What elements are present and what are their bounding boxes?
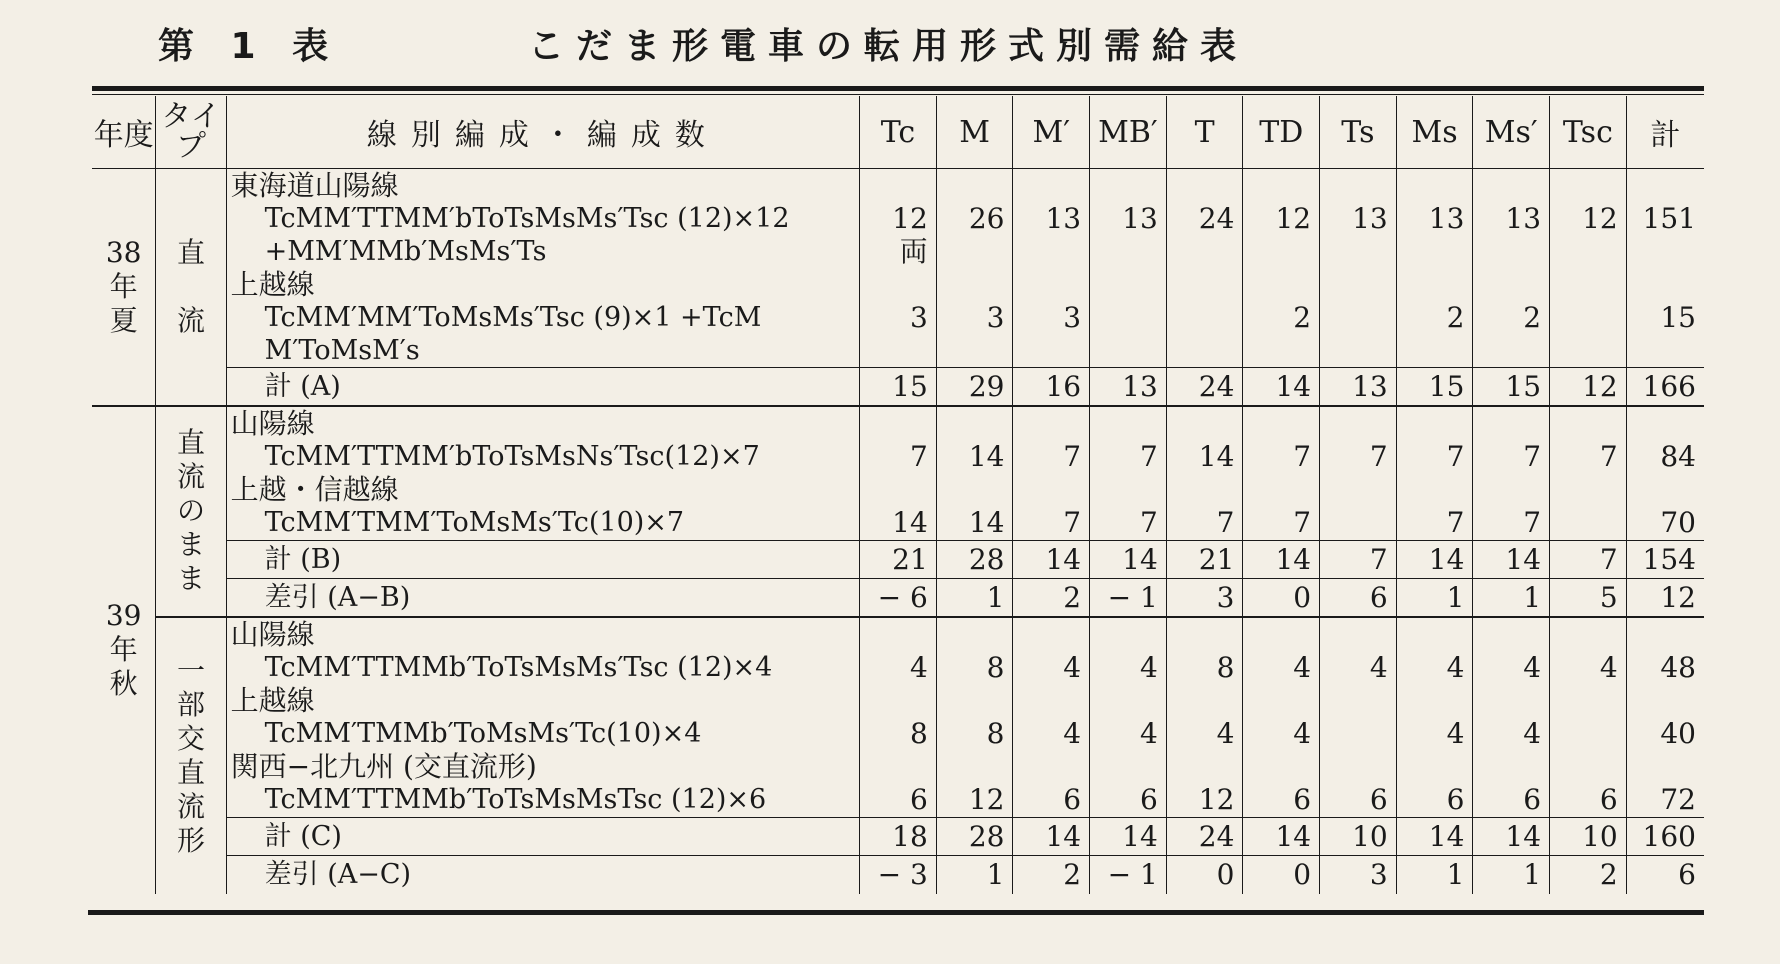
total-value: 10 bbox=[1550, 818, 1627, 856]
value-cell: 6 bbox=[1396, 750, 1473, 818]
table-number: 第 1 表 bbox=[158, 26, 341, 67]
value-cell: 14 bbox=[936, 473, 1013, 541]
table-caption bbox=[158, 18, 1720, 68]
value-cell: 4 bbox=[1473, 684, 1550, 750]
value-cell: 4 bbox=[1013, 617, 1090, 684]
formation-text: TcMM′TMMb′ToMsMs′Tc(10)×4 bbox=[264, 717, 702, 749]
total-label: 計 (C) bbox=[226, 818, 860, 856]
value-cell: 14 bbox=[860, 473, 937, 541]
total-value: 7 bbox=[1320, 541, 1397, 579]
value-cell: 12 bbox=[1166, 750, 1243, 818]
total-label: 計 (B) bbox=[226, 541, 860, 579]
difference-value: 1 bbox=[1473, 856, 1550, 894]
total-value: 7 bbox=[1550, 541, 1627, 579]
line-group: 上越線 bbox=[230, 268, 315, 301]
total-value: 16 bbox=[1013, 368, 1090, 406]
total-value: 24 bbox=[1166, 818, 1243, 856]
value-cell: 7 bbox=[1090, 473, 1167, 541]
total-value: 14 bbox=[1243, 368, 1320, 406]
value-cell: 6 bbox=[1473, 750, 1550, 818]
difference-value: − 3 bbox=[860, 856, 937, 894]
total-value: 14 bbox=[1473, 541, 1550, 579]
difference-value: 1 bbox=[1396, 856, 1473, 894]
header-col: Tc bbox=[860, 96, 937, 169]
table-title: こだま形電車の転用形式別需給表 bbox=[528, 26, 1249, 67]
header-type-line1: タイ bbox=[161, 99, 221, 134]
formation-cell bbox=[226, 750, 860, 818]
table-row bbox=[92, 169, 1704, 269]
total-value: 14 bbox=[1396, 818, 1473, 856]
value-cell bbox=[1550, 473, 1627, 541]
supply-demand-table bbox=[92, 96, 1704, 894]
difference-value: 2 bbox=[1550, 856, 1627, 894]
formation-cell bbox=[226, 684, 860, 750]
total-value: 15 bbox=[860, 368, 937, 406]
bottom-rule bbox=[88, 910, 1704, 915]
header-year: 年度 bbox=[92, 96, 156, 169]
value-cell: 8 bbox=[1166, 617, 1243, 684]
value-cell: 7 bbox=[1243, 406, 1320, 473]
value-cell: 2 bbox=[1396, 268, 1473, 368]
header-col: M bbox=[936, 96, 1013, 169]
value-cell: 12 bbox=[1550, 169, 1627, 269]
difference-label: 差引 (A−C) bbox=[226, 856, 860, 894]
total-value: 15 bbox=[1473, 368, 1550, 406]
header-col: Ms bbox=[1396, 96, 1473, 169]
value-cell: 7 bbox=[1166, 473, 1243, 541]
formation-cell bbox=[226, 473, 860, 541]
total-value: 14 bbox=[1090, 818, 1167, 856]
value-cell: 4 bbox=[1243, 617, 1320, 684]
line-group: 関西−北九州 (交直流形) bbox=[230, 749, 537, 783]
value-cell: 13 bbox=[1013, 169, 1090, 269]
value-cell: 84 bbox=[1626, 406, 1704, 473]
value-cell: 12 bbox=[936, 750, 1013, 818]
value-cell: 7 bbox=[1013, 406, 1090, 473]
table-row bbox=[92, 473, 1704, 541]
total-value: 14 bbox=[1090, 541, 1167, 579]
header-type bbox=[156, 96, 226, 169]
header-col: T bbox=[1166, 96, 1243, 169]
value-cell: 4 bbox=[1090, 617, 1167, 684]
total-label: 計 (A) bbox=[226, 368, 860, 406]
value-cell: 3 bbox=[936, 268, 1013, 368]
difference-value: 0 bbox=[1243, 856, 1320, 894]
total-value: 10 bbox=[1320, 818, 1397, 856]
value-cell bbox=[1166, 268, 1243, 368]
value-cell: 26 bbox=[936, 169, 1013, 269]
difference-value: 1 bbox=[1473, 579, 1550, 617]
value-cell: 70 bbox=[1626, 473, 1704, 541]
difference-value: 2 bbox=[1013, 579, 1090, 617]
value-cell: 13 bbox=[1090, 169, 1167, 269]
value-cell bbox=[1320, 473, 1397, 541]
value-cell: 6 bbox=[1013, 750, 1090, 818]
total-value: 13 bbox=[1090, 368, 1167, 406]
value-cell bbox=[1090, 268, 1167, 368]
difference-row bbox=[92, 579, 1704, 617]
value-cell: 24 bbox=[1166, 169, 1243, 269]
value-cell: 6 bbox=[1550, 750, 1627, 818]
type-partial-acdc: 一 部 交 直 流 形 bbox=[156, 617, 226, 894]
total-row bbox=[92, 818, 1704, 856]
difference-value: 5 bbox=[1550, 579, 1627, 617]
difference-value: − 6 bbox=[860, 579, 937, 617]
value-cell: 40 bbox=[1626, 684, 1704, 750]
difference-value: 1 bbox=[1396, 579, 1473, 617]
formation-text: TcMM′TTMM′bToTsMsNs′Tsc(12)×7 bbox=[264, 440, 760, 472]
formation-text: TcMM′TTMM′bToTsMsMs′Tsc (12)×12 bbox=[264, 203, 790, 234]
formation-text-cont: M′ToMsM′s bbox=[264, 335, 420, 366]
value-cell: 12 bbox=[1243, 169, 1320, 269]
formation-text-cont: +MM′MMb′MsMs′Ts bbox=[264, 236, 547, 267]
formation-text: TcMM′TMM′ToMsMs′Tc(10)×7 bbox=[264, 506, 685, 538]
total-value: 166 bbox=[1626, 368, 1704, 406]
value-cell: 13 bbox=[1320, 169, 1397, 269]
value-cell bbox=[1550, 684, 1627, 750]
header-composition: 線別編成・編成数 bbox=[226, 96, 860, 169]
header-col: TD bbox=[1243, 96, 1320, 169]
difference-label: 差引 (A−B) bbox=[226, 579, 860, 617]
formation-text: TcMM′MM′ToMsMs′Tsc (9)×1 +TcM bbox=[264, 302, 762, 333]
value-cell: 4 bbox=[1396, 684, 1473, 750]
value-cell: 14 bbox=[936, 406, 1013, 473]
year-38-summer: 38 年 夏 bbox=[105, 235, 142, 337]
value-cell: 7 bbox=[1396, 473, 1473, 541]
value-cell: 12 両 bbox=[860, 169, 937, 269]
difference-value: 12 bbox=[1626, 579, 1704, 617]
total-value: 12 bbox=[1550, 368, 1627, 406]
header-col: 計 bbox=[1626, 96, 1704, 169]
value-cell: 4 bbox=[1396, 617, 1473, 684]
value-cell: 13 bbox=[1396, 169, 1473, 269]
value-cell: 6 bbox=[1090, 750, 1167, 818]
difference-value: 0 bbox=[1243, 579, 1320, 617]
value-cell: 4 bbox=[1473, 617, 1550, 684]
total-row bbox=[92, 368, 1704, 406]
value-cell: 8 bbox=[936, 617, 1013, 684]
line-group: 東海道山陽線 bbox=[230, 169, 399, 202]
line-group: 上越線 bbox=[230, 683, 315, 717]
value-cell: 7 bbox=[1396, 406, 1473, 473]
value-cell bbox=[1550, 268, 1627, 368]
value-cell: 8 bbox=[860, 684, 937, 750]
total-value: 160 bbox=[1626, 818, 1704, 856]
difference-value: − 1 bbox=[1090, 856, 1167, 894]
value-cell: 4 bbox=[1166, 684, 1243, 750]
total-value: 21 bbox=[1166, 541, 1243, 579]
total-value: 28 bbox=[936, 541, 1013, 579]
value-cell: 15 bbox=[1626, 268, 1704, 368]
difference-row bbox=[92, 856, 1704, 894]
total-value: 24 bbox=[1166, 368, 1243, 406]
value-cell: 6 bbox=[1243, 750, 1320, 818]
difference-value: 1 bbox=[936, 856, 1013, 894]
difference-value: 2 bbox=[1013, 856, 1090, 894]
total-row bbox=[92, 541, 1704, 579]
year-39-autumn: 39 年 秋 bbox=[92, 406, 156, 894]
header-col: Tsc bbox=[1550, 96, 1627, 169]
value-cell: 6 bbox=[860, 750, 937, 818]
value-cell: 7 bbox=[1473, 406, 1550, 473]
table-row bbox=[92, 268, 1704, 368]
table-row bbox=[92, 406, 1704, 473]
table-row bbox=[92, 684, 1704, 750]
total-value: 28 bbox=[936, 818, 1013, 856]
value-cell: 7 bbox=[860, 406, 937, 473]
top-rule bbox=[92, 86, 1704, 91]
value-cell: 151 bbox=[1626, 169, 1704, 269]
table-row bbox=[92, 617, 1704, 684]
value-cell: 4 bbox=[1090, 684, 1167, 750]
value-cell: 7 bbox=[1013, 473, 1090, 541]
value-cell: 14 bbox=[1166, 406, 1243, 473]
value-cell: 8 bbox=[936, 684, 1013, 750]
value-cell: 3 bbox=[1013, 268, 1090, 368]
value-cell: 48 bbox=[1626, 617, 1704, 684]
formation-cell bbox=[226, 169, 860, 269]
table-row bbox=[92, 750, 1704, 818]
header-row bbox=[92, 96, 1704, 169]
value-cell: 7 bbox=[1550, 406, 1627, 473]
value-cell: 4 bbox=[1320, 617, 1397, 684]
total-value: 14 bbox=[1396, 541, 1473, 579]
value-cell bbox=[1320, 684, 1397, 750]
total-value: 14 bbox=[1473, 818, 1550, 856]
value-cell: 7 bbox=[1090, 406, 1167, 473]
line-group: 上越・信越線 bbox=[230, 472, 399, 506]
type-dc-as-is: 直 流 の ま ま bbox=[156, 406, 226, 617]
difference-value: 0 bbox=[1166, 856, 1243, 894]
total-value: 14 bbox=[1243, 818, 1320, 856]
value-cell: 7 bbox=[1473, 473, 1550, 541]
difference-value: − 1 bbox=[1090, 579, 1167, 617]
value-cell: 7 bbox=[1243, 473, 1320, 541]
unit-label: 両 bbox=[899, 235, 928, 268]
difference-value: 6 bbox=[1626, 856, 1704, 894]
value-cell: 4 bbox=[1550, 617, 1627, 684]
total-value: 13 bbox=[1320, 368, 1397, 406]
header-type-line2: プ bbox=[176, 129, 206, 164]
value-cell: 7 bbox=[1320, 406, 1397, 473]
value-cell: 6 bbox=[1320, 750, 1397, 818]
total-value: 14 bbox=[1243, 541, 1320, 579]
difference-value: 3 bbox=[1320, 856, 1397, 894]
total-value: 21 bbox=[860, 541, 937, 579]
formation-text: TcMM′TTMMb′ToTsMsMsTsc (12)×6 bbox=[264, 783, 767, 815]
line-group: 山陽線 bbox=[230, 617, 315, 651]
formation-cell bbox=[226, 617, 860, 684]
value-cell bbox=[1320, 268, 1397, 368]
type-dc: 直 流 bbox=[156, 169, 226, 406]
formation-cell bbox=[226, 268, 860, 368]
total-value: 154 bbox=[1626, 541, 1704, 579]
value-cell: 3 bbox=[860, 268, 937, 368]
difference-value: 6 bbox=[1320, 579, 1397, 617]
total-value: 14 bbox=[1013, 541, 1090, 579]
header-col: M′ bbox=[1013, 96, 1090, 169]
value-cell: 2 bbox=[1243, 268, 1320, 368]
header-col: Ms′ bbox=[1473, 96, 1550, 169]
total-value: 18 bbox=[860, 818, 937, 856]
difference-value: 1 bbox=[936, 579, 1013, 617]
total-value: 29 bbox=[936, 368, 1013, 406]
total-value: 15 bbox=[1396, 368, 1473, 406]
total-value: 14 bbox=[1013, 818, 1090, 856]
header-col: MB′ bbox=[1090, 96, 1167, 169]
value-cell: 4 bbox=[1243, 684, 1320, 750]
top-rule-thin bbox=[92, 94, 1704, 95]
difference-value: 3 bbox=[1166, 579, 1243, 617]
value-cell: 4 bbox=[1013, 684, 1090, 750]
value-cell: 4 bbox=[860, 617, 937, 684]
line-group: 山陽線 bbox=[230, 406, 315, 440]
value-cell: 2 bbox=[1473, 268, 1550, 368]
value-cell: 13 bbox=[1473, 169, 1550, 269]
value-cell: 72 bbox=[1626, 750, 1704, 818]
header-col: Ts bbox=[1320, 96, 1397, 169]
formation-text: TcMM′TTMMb′ToTsMsMs′Tsc (12)×4 bbox=[264, 651, 773, 683]
formation-cell bbox=[226, 406, 860, 473]
